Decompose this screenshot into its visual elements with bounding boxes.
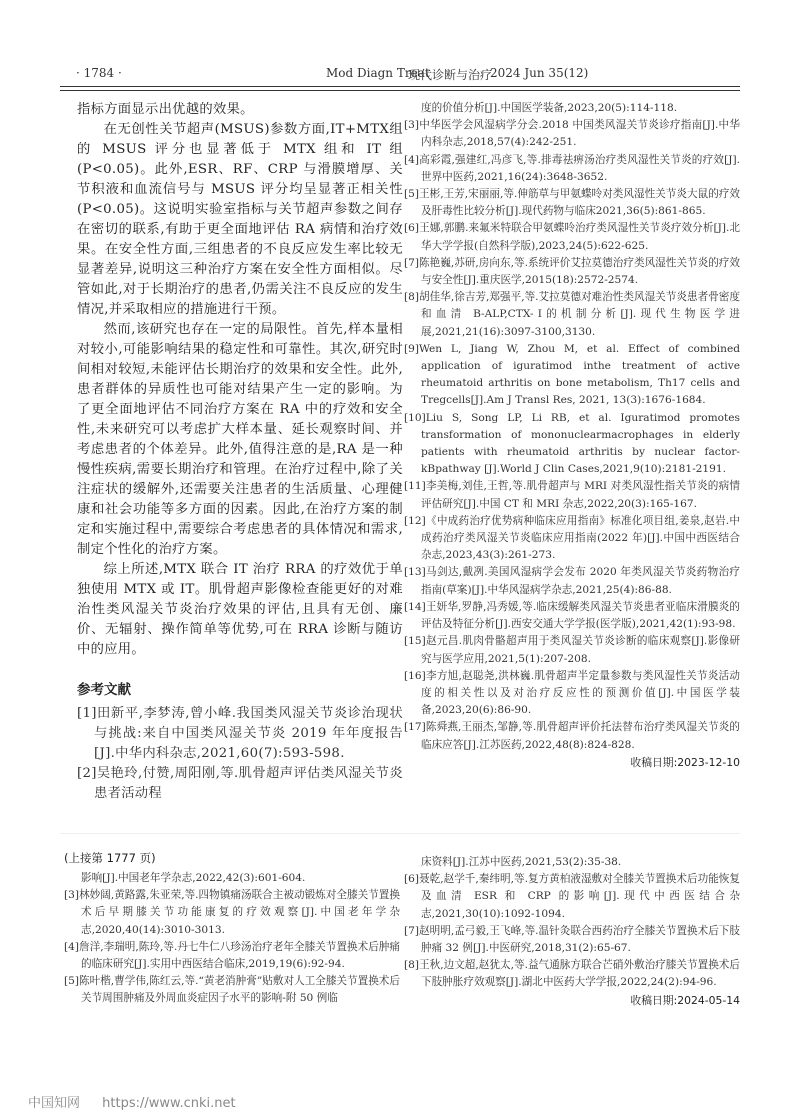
header-rule-thin: [60, 90, 740, 91]
running-header: [60, 66, 740, 84]
reference-item: [5]王彬,王芳,宋丽丽,等.伸筋草与甲氨蝶呤对类风湿性关节炎大鼠的疗效及肝毒性比较分析[J].现代药物与临床2021,36(5):861-865.: [404, 188, 740, 218]
reference-continuation: 床资料[J].江苏中医药,2021,53(2):35-38.: [421, 856, 622, 868]
reference-item: [6]王娜,郭鹏.来氟米特联合甲氨蝶呤治疗类风湿性关节炎疗效分析[J].北华大学学报(自然科学版),2023,24(5):622-625.: [404, 222, 740, 252]
reference-continuation: 度的价值分析[J].中国医学装备,2023,20(5):114-118.: [421, 102, 678, 114]
references-heading: 参考文献: [77, 682, 131, 698]
reference-item: [13]马剑达,戴冽.美国风湿病学会发布 2020 年类风湿关节炎药物治疗指南(草案)[J].中华风湿病学杂志,2021,25(4):86-88.: [404, 566, 740, 596]
reference-item: [3]林妙阔,黄路露,朱亚荣,等.四物镇痛汤联合主被动锻炼对全膝关节置换术后早期膝关节功能康复的疗效观察[J].中国老年学杂志,2020,40(14):3010-3013.: [64, 889, 400, 936]
body-paragraph: 在无创性关节超声(MSUS)参数方面,IT+MTX组的 MSUS 评分也显著低于 MTX 组和 IT 组(P<0.05)。此外,ESR、RF、CRP 与滑膜增厚、关节积液和血流信号与 MSUS 评分均呈显著正相关性(P<0.05)。这说明实验室指标与关节超声参数之间存在密切的联系,有助于更全面地评估 RA 病情和治疗效果。在安全性方面,三组患者的不良反应发生率比较无显著差异,说明这三种治疗方案在安全性方面相似。尽管如此,对于长期治疗的患者,仍需关注不良反应的发生情况,并采取相应的措施进行干预。: [77, 122, 403, 317]
continued-heading: (上接第 1777 页): [64, 851, 156, 865]
reference-item: [3]中华医学会风湿病学分会.2018 中国类风湿关节炎诊疗指南[J].中华内科杂志,2018,57(4):242-251.: [404, 119, 740, 149]
issue-info: 2024 Jun 35(12): [490, 66, 589, 80]
continued-right-column: [404, 854, 740, 1008]
continued-left-column: [64, 850, 400, 1008]
reference-item: [7]陈艳巍,苏研,房向东,等.系统评价艾拉莫德治疗类风湿性关节炎的疗效与安全性[J].重庆医学,2015(18):2572-2574.: [404, 256, 740, 287]
section-divider: [60, 833, 740, 834]
reference-item: [1]田新平,李梦涛,曾小峰.我国类风湿关节炎诊治现状与挑战:来自中国类风湿关节炎 2019 年年度报告[J].中华内科杂志,2021,60(7):593-598.: [77, 706, 403, 761]
body-paragraph: 指标方面显示出优越的效果。: [77, 102, 254, 117]
reference-item: [2]吴艳玲,付赞,周阳刚,等.肌骨超声评估类风湿关节炎患者活动程: [77, 766, 403, 801]
received-date: 收稿日期:2023-12-10: [630, 755, 740, 769]
reference-item: [10]Liu S, Song LP, Li RB, et al. Iguratimod promotes transformation of mononuclearmacrophages in elderly patients with rheumatoid arthritis by nuclear factor-kBpathway [J].World J Clin Cases,2021,9(10):2181-2191.: [404, 411, 740, 476]
body-paragraph: 综上所述,MTX 联合 IT 治疗 RRA 的疗效优于单独使用 MTX 或 IT。肌骨超声影像检查能更好的对难治性类风湿关节炎治疗效果的评估,且具有无创、廉价、无辐射、操作简单等优势,可在 RRA 诊断与随访中的应用。: [77, 562, 403, 657]
reference-item: [8]胡佳华,徐吉芳,郑强平,等.艾拉莫德对难治性类风湿关节炎患者骨密度和血清 B-ALP,CTX-Ⅰ的机制分析[J].现代生物医学进展,2021,21(16):3097-3100,3130.: [404, 291, 740, 338]
header-rule-thick: [60, 86, 740, 87]
reference-item: [8]王秋,边文超,赵犹太,等.益气通脉方联合芒硝外敷治疗膝关节置换术后下肢肿胀疗效观察[J].湖北中医药大学学报,2022,24(2):94-96.: [404, 959, 740, 989]
body-paragraph: 然而,该研究也存在一定的局限性。首先,样本量相对较小,可能影响结果的稳定性和可靠性。其次,研究时间相对较短,未能评估长期治疗的效果和安全性。此外,患者群体的异质性也可能对结果产生一定的影响。为了更全面地评估不同治疗方案在 RA 中的疗效和安全性,未来研究可以考虑扩大样本量、延长观察时间、并考虑患者的个体差异。此外,值得注意的是,RA 是一种慢性疾病,需要长期治疗和管理。在治疗过程中,除了关注症状的缓解外,还需要关注患者的生活质量、心理健康和社会功能等多方面的因素。因此,在治疗方案的制定和实施过程中,需要综合考虑患者的具体情况和需求,制定个性化的治疗方案。: [77, 322, 403, 557]
reference-item: [14]王妍华,罗静,冯秀媛,等.临床缓解类风湿关节炎患者亚临床滑膜炎的评估及特征分析[J].西安交通大学学报(医学版),2021,42(1):93-98.: [404, 600, 740, 631]
site-url[interactable]: https://www.cnki.net: [102, 1096, 236, 1111]
reference-item: [17]陈舜燕,王丽杰,邹静,等.肌骨超声评价托法替布治疗类风湿关节炎的临床应答[J].江苏医药,2022,48(8):824-828.: [404, 721, 740, 751]
reference-item: [12]《中成药治疗优势病种临床应用指南》标准化项目组,姜泉,赵岩.中成药治疗类风湿关节炎临床应用指南(2022 年)[J].中国中西医结合杂志,2023,43(3):261-273.: [404, 514, 740, 562]
reference-continuation: 影响[J].中国老年学杂志,2022,42(3):601-604.: [81, 872, 306, 884]
journal-title-en: Mod Diagn Treat: [326, 66, 430, 80]
reference-item: [6]聂乾,赵学千,秦纬明,等.复方黄柏液湿敷对全膝关节置换术后功能恢复及血清 ESR 和 CRP 的影响[J].现代中西医结合杂志,2021,30(10):1092-1094.: [404, 873, 740, 920]
page-number: · 1784 ·: [76, 66, 122, 80]
reference-item: [16]李方旭,赵聪尧,洪林巍.肌骨超声半定量参数与类风湿性关节炎活动度的相关性以及对治疗反应性的预测价值[J].中国医学装备,2023,20(6):86-90.: [404, 669, 740, 717]
reference-item: [7]赵明明,孟弓毅,王飞峰,等.温针灸联合西药治疗全膝关节置换术后下肢肿痛 32 例[J].中医研究,2018,31(2):65-67.: [404, 924, 740, 955]
reference-item: [15]赵元昌.肌肉骨骼超声用于类风湿关节炎诊断的临床观察[J].影像研究与医学应用,2021,5(1):207-208.: [404, 635, 740, 665]
received-date: 收稿日期:2024-05-14: [630, 993, 740, 1007]
reference-item: [5]陈叶楷,曹学伟,陈红云,等.“黄老消肿膏”贴敷对人工全膝关节置换术后关节周围肿痛及外周血炎症因子水平的影响-附 50 例临: [64, 975, 400, 1005]
watermark-footer: [28, 1092, 254, 1111]
journal-title-cn: 现代诊断与治疗: [408, 68, 493, 82]
reference-item: [4]高彩霞,强建红,冯彦飞,等.排毒祛痹汤治疗类风湿性关节炎的疗效[J].世界中医药,2021,16(24):3648-3652.: [404, 153, 740, 183]
references-right-column: [404, 100, 740, 770]
article-left-column: [77, 100, 403, 804]
site-name: 中国知网: [28, 1096, 81, 1111]
reference-item: [4]詹洋,李瑞明,陈玲,等.丹七牛仁八珍汤治疗老年全膝关节置换术后肿痛的临床研究[J].实用中西医结合临床,2019,19(6):92-94.: [64, 940, 400, 971]
reference-item: [9]Wen L, Jiang W, Zhou M, et al. Effect of combined application of iguratimod inthe treatment of active rheumatoid arthritis on bone metabolism, Th17 cells and Tregcells[J].Am J Transl Res, 2021, 13(3):1676-1684.: [404, 342, 740, 407]
reference-item: [11]李美梅,刘佳,王哲,等.肌骨超声与 MRI 对类风湿性指关节炎的病情评估研究[J].中国 CT 和 MRI 杂志,2022,20(3):165-167.: [404, 480, 740, 510]
